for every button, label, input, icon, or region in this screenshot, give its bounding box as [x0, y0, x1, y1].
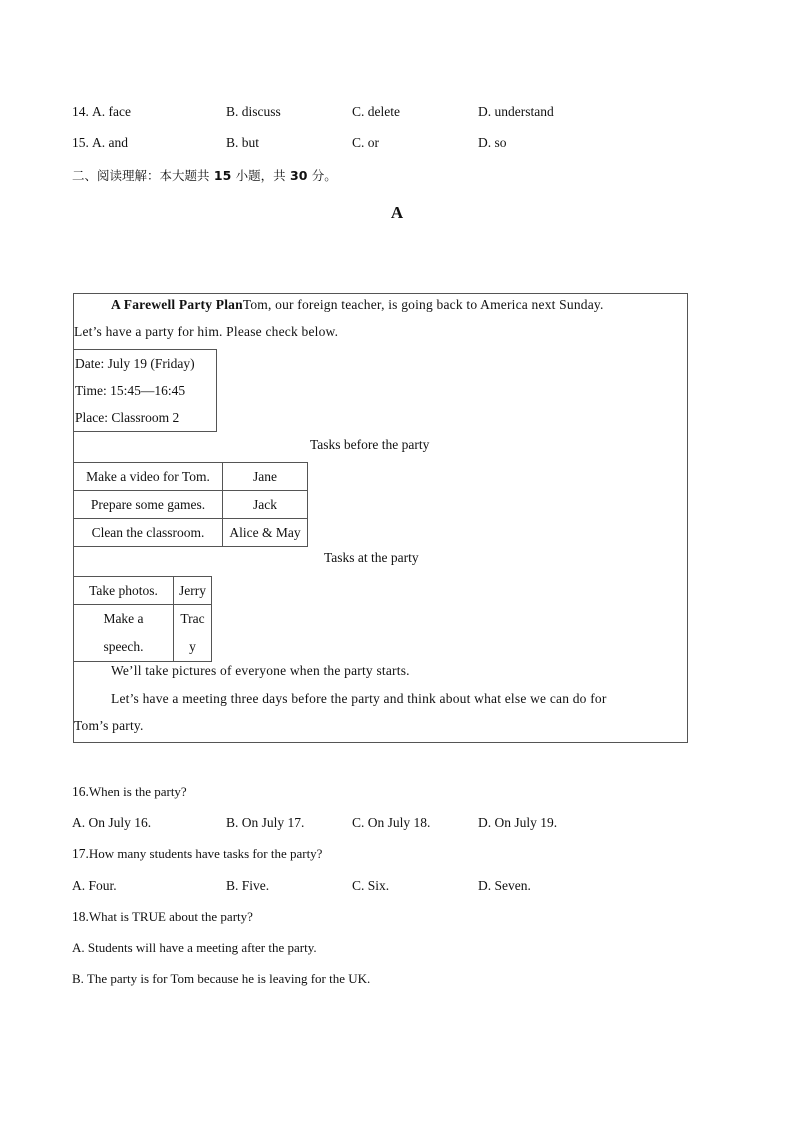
info-date: Date: July 19 (Friday) — [75, 356, 195, 371]
option-d[interactable]: D. On July 19. — [478, 815, 558, 830]
question-text: How many students have tasks for the party? — [88, 846, 323, 861]
option-b[interactable]: B. On July 17. — [226, 815, 305, 830]
info-time: Time: 15:45—16:45 — [75, 383, 186, 398]
closing-paragraph-2-line1: Let’s have a meeting three days before the party and think about what else we can do for — [111, 691, 607, 706]
question-number: 16. — [72, 784, 89, 799]
table-row — [74, 491, 308, 519]
question-text: When is the party? — [88, 784, 187, 799]
table-row — [74, 519, 308, 547]
question-number: 15. — [72, 135, 89, 150]
option-a[interactable]: A. Four. — [72, 878, 117, 893]
option-b[interactable]: B. discuss — [226, 104, 281, 119]
assignee-line: y — [189, 639, 196, 654]
assignee-line: Trac — [180, 611, 205, 626]
section-question-count: 15 — [213, 168, 232, 183]
task-cell: Make a video for Tom. — [74, 463, 223, 491]
info-place: Place: Classroom 2 — [75, 410, 180, 425]
question-text: What is TRUE about the party? — [88, 909, 253, 924]
option-d[interactable]: D. so — [478, 135, 507, 150]
section-header-prefix: 二、阅读理解：本大题共 — [72, 168, 210, 183]
question-stem — [72, 909, 253, 925]
option-c[interactable]: C. delete — [352, 104, 400, 119]
option-c[interactable]: C. or — [352, 135, 379, 150]
passage-title: A Farewell Party Plan — [111, 297, 243, 312]
task-cell: Prepare some games. — [74, 491, 223, 519]
closing-paragraph-2-line2: Tom’s party. — [74, 718, 144, 733]
assignee-cell: Jerry — [174, 577, 212, 605]
option-d[interactable]: D. understand — [478, 104, 554, 119]
question-number: 14. — [72, 104, 89, 119]
option-b[interactable]: B. The party is for Tom because he is leaving for the UK. — [72, 971, 371, 986]
at-party-tasks-table — [73, 576, 212, 662]
option-a[interactable]: A. On July 16. — [72, 815, 152, 830]
option-c[interactable]: C. On July 18. — [352, 815, 431, 830]
table-row — [74, 605, 212, 662]
task-cell: Take photos. — [74, 577, 174, 605]
option-d[interactable]: D. Seven. — [478, 878, 531, 893]
task-cell — [74, 605, 174, 662]
before-party-tasks-table — [73, 462, 308, 547]
table-row — [74, 463, 308, 491]
intro-text: Tom, our foreign teacher, is going back to America next Sunday. — [242, 297, 604, 312]
passage-intro-line1 — [111, 297, 604, 313]
task-line: speech. — [103, 639, 144, 654]
option-a[interactable]: A. Students will have a meeting after the party. — [72, 940, 317, 955]
assignee-cell — [174, 605, 212, 662]
at-party-heading: Tasks at the party — [324, 550, 419, 565]
task-line: Make a — [103, 611, 144, 626]
before-party-heading: Tasks before the party — [310, 437, 430, 452]
option-a[interactable]: A. face — [92, 104, 131, 119]
table-row — [74, 577, 212, 605]
option-b[interactable]: B. but — [226, 135, 260, 150]
question-stem — [72, 784, 187, 800]
section-header-suffix: 分。 — [311, 168, 337, 183]
option-c[interactable]: C. Six. — [352, 878, 390, 893]
passage-intro-line2: Let’s have a party for him. Please check below. — [74, 324, 339, 339]
task-cell: Clean the classroom. — [74, 519, 223, 547]
section-header-mid: 小题，共 — [235, 168, 286, 183]
question-number: 18. — [72, 909, 89, 924]
assignee-cell: Jane — [223, 463, 308, 491]
party-info-table — [73, 349, 217, 432]
section-score: 30 — [290, 168, 308, 183]
section-header — [72, 166, 337, 184]
passage-letter: A — [390, 203, 404, 222]
question-stem — [72, 846, 322, 862]
assignee-cell: Jack — [223, 491, 308, 519]
question-number: 17. — [72, 846, 89, 861]
assignee-cell: Alice & May — [223, 519, 308, 547]
option-b[interactable]: B. Five. — [226, 878, 270, 893]
option-a[interactable]: A. and — [92, 135, 128, 150]
closing-paragraph-1: We’ll take pictures of everyone when the party starts. — [111, 663, 410, 678]
